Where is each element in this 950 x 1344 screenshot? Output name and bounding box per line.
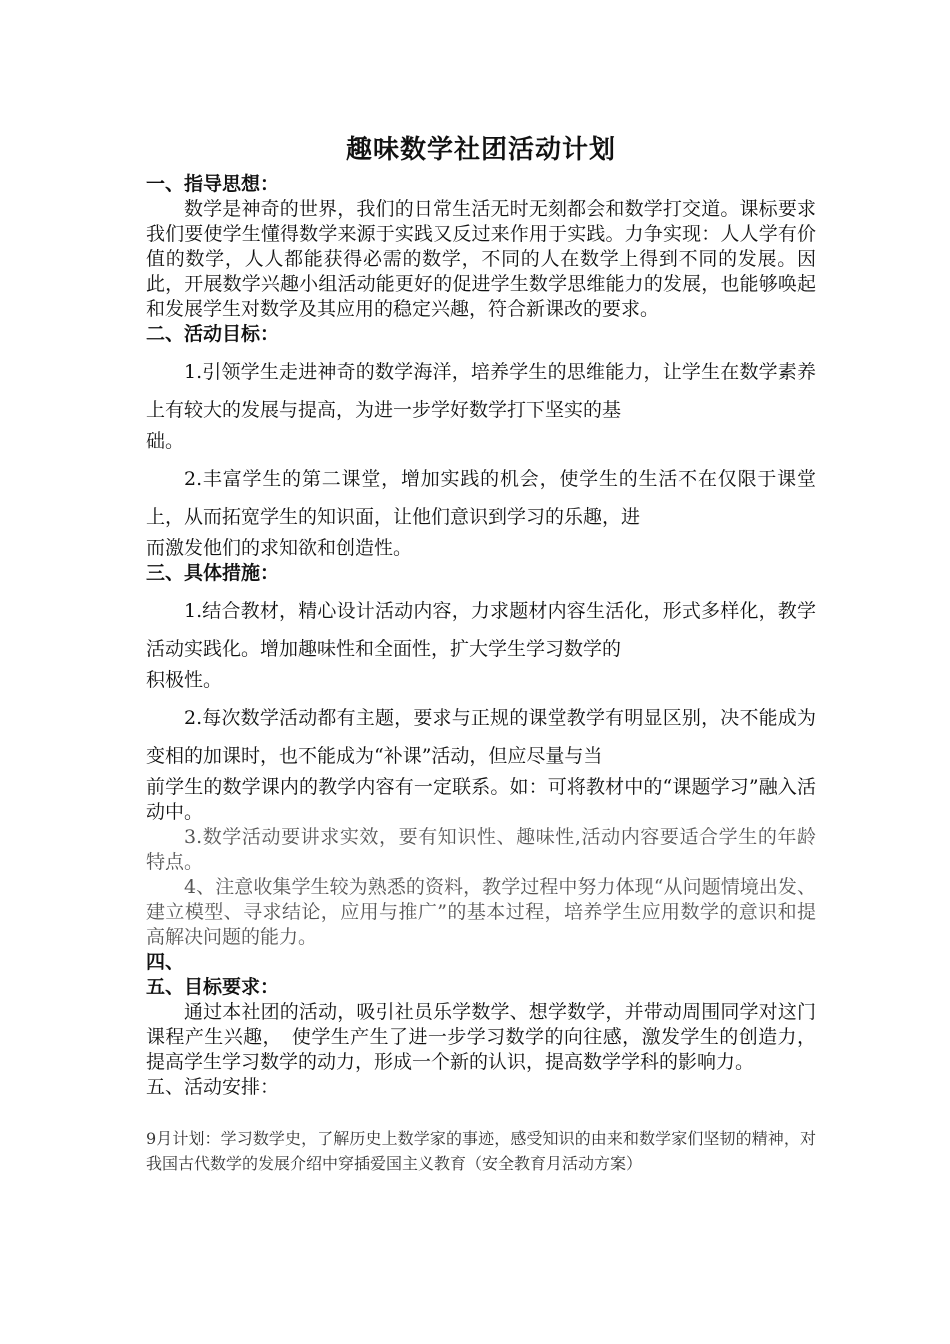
measure-item-3: 3.数学活动要讲求实效，要有知识性、趣味性,活动内容要适合学生的年龄特点。 [146,826,816,873]
paragraph-guiding-thought: 数学是神奇的世界，我们的日常生活无时无刻都会和数学打交道。课标要求我们要使学生懂得数学来源于实践又反过来作用于实践。力争实现：人人学有价值的数学，人人都能获得必需的数学，不同的人在数学上得到不同的发展。因此，开展数学兴趣小组活动能更好的促进学生数学思维能力的发展，也能够唤起和发展学生对数学及其应用的稳定兴趣，符合新课改的要求。 [146,198,816,320]
paragraph-target-requirements: 通过本社团的活动，吸引社员乐学数学、想学数学，并带动周围同学对这门课程产生兴趣， 使学生产生了进一步学习数学的向往感，激发学生的创造力，提高学生学习数学的动力，形成一个新的认识，提高数学学科的影响力。 [146,1001,816,1073]
goal-item-2-tail: 而激发他们的求知欲和创造性。 [146,537,413,559]
section-heading-target-requirements: 五、目标要求： [146,976,280,998]
goal-item-1 [146,353,816,454]
measure-item-4: 4、注意收集学生较为熟悉的资料，教学过程中努力体现“从问题情境出发、建立模型、寻求结论，应用与推广”的基本过程，培养学生应用数学的意识和提高解决问题的能力。 [146,876,816,948]
section-heading-activity-goals: 二、活动目标： [146,323,280,345]
goal-item-2 [146,460,816,561]
measure-item-1-tail: 积极性。 [146,669,223,691]
measure-item-1 [146,592,816,693]
september-plan-text: 9月计划：学习数学史，了解历史上数学家的事迹，感受知识的由来和数学家们坚韧的精神，对我国古代数学的发展介绍中穿插爱国主义教育（安全教育月活动方案） [146,1129,816,1173]
document-title: 趣味数学社团活动计划 [345,135,616,165]
section-heading-schedule: 五、活动安排： [146,1076,280,1098]
measure-item-1-main: 1.结合教材，精心设计活动内容，力求题材内容生活化，形式多样化，教学活动实践化。增加趣味性和全面性，扩大学生学习数学的 [146,600,816,660]
document-body [146,132,816,1176]
section-heading-measures: 三、具体措施： [146,562,280,584]
goal-item-2-main: 2.丰富学生的第二课堂，增加实践的机会，使学生的生活不在仅限于课堂上，从而拓宽学生的知识面，让他们意识到学习的乐趣，进 [146,468,816,528]
measure-item-2-main: 2.每次数学活动都有主题，要求与正规的课堂教学有明显区别，决不能成为变相的加课时，也不能成为“补课”活动，但应尽量与当 [146,707,816,767]
measure-item-2-tail: 前学生的数学课内的教学内容有一定联系。如：可将教材中的“课题学习”融入活动中。 [146,776,816,823]
measure-item-2 [146,699,816,825]
section-heading-guiding-thought: 一、指导思想： [146,173,280,195]
goal-item-1-main: 1.引领学生走进神奇的数学海洋，培养学生的思维能力，让学生在数学素养上有较大的发展与提高，为进一步学好数学打下坚实的基 [146,361,816,421]
section-heading-four: 四、 [146,951,185,973]
goal-item-1-tail: 础。 [146,430,185,452]
